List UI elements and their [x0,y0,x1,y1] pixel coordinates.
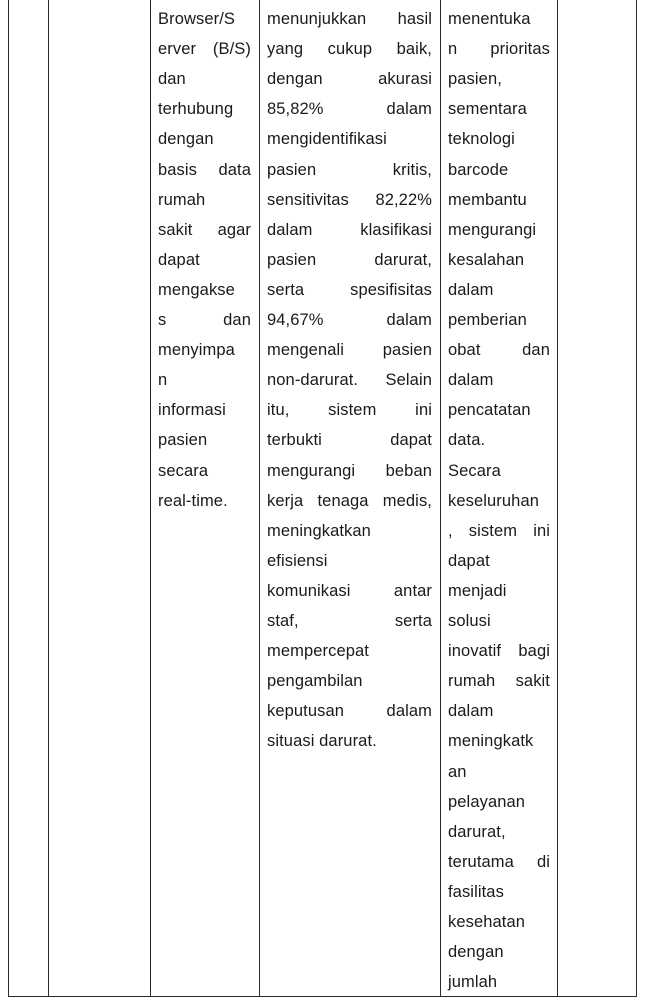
text-line [448,847,550,877]
text-line [267,696,432,726]
word: Secara [448,461,501,480]
text-line [448,185,550,215]
word: dapat [448,551,490,570]
word: mengurangi [267,461,356,480]
text-line [448,937,550,967]
word: terbukti [267,431,322,450]
word: non-darurat. [267,371,359,390]
text-line [448,94,550,124]
word: dalam [448,280,494,299]
text-line [267,456,432,486]
text-line [267,275,432,305]
word: keputusan [267,702,345,721]
word: 82,22% [375,190,432,209]
text-line [267,155,432,185]
word: mempercepat [267,642,369,661]
word: menunjukkan [267,10,367,28]
word: itu, [267,401,290,420]
word: hasil [397,10,432,28]
word: membantu [448,190,527,209]
text-line [448,486,550,516]
text-line [267,335,432,365]
word: 94,67% [267,311,324,329]
word: inovatif [448,642,502,661]
text-line [158,185,251,215]
text-line [267,4,432,34]
word: dengan [267,70,323,89]
word: sakit [158,220,193,239]
word: darurat, [448,822,506,841]
word: dapat [390,431,432,450]
text-line [267,486,432,516]
text-line [267,636,432,666]
text-line [267,395,432,425]
text-line [267,726,432,756]
word: akurasi [378,70,432,89]
word: yang [267,40,304,59]
text-line [158,155,251,185]
word: meningkatkan [267,521,371,540]
text-line [448,275,550,305]
text-line [448,456,550,486]
word: dapat [158,250,200,269]
text-line [267,666,432,696]
text-line [267,94,432,124]
column-border [150,0,151,996]
word: prioritas [490,40,550,59]
word: , [448,521,453,540]
word: sistem [468,521,518,540]
text-line [448,34,550,64]
text-line [267,546,432,576]
word: situasi [267,732,315,751]
column-border [440,0,441,996]
text-line [158,335,251,365]
word: rumah [448,672,496,691]
word: agar [217,220,251,239]
text-line [158,215,251,245]
text-line [267,185,432,215]
word: mengakse [158,280,235,299]
text-line [158,275,251,305]
word: pasien, [448,70,502,89]
word: menentuka [448,10,531,28]
word: kesalahan [448,250,525,269]
text-line [448,215,550,245]
word: pasien [158,431,208,450]
word: dalam [448,702,494,721]
word: basis [158,160,198,179]
word: terhubung [158,100,234,119]
column-border [636,0,637,996]
word: dengan [158,130,214,149]
word: baik, [396,40,432,59]
word: solusi [448,612,491,630]
text-line [448,787,550,817]
word: serta [267,280,305,299]
word: meningkatk [448,732,534,751]
word: rumah [158,190,206,209]
text-line [267,425,432,455]
word: (B/S) [212,40,251,59]
text-line [158,124,251,154]
word: ini [415,401,432,420]
text-line [448,245,550,275]
text-line [267,215,432,245]
word: darurat. [319,732,377,751]
text-line [448,967,550,997]
word: menyimpa [158,341,235,360]
word: jumlah [448,973,498,992]
word: real-time. [158,491,228,510]
word: kerja [267,491,304,510]
word: beban [385,461,432,480]
text-line [448,546,550,576]
word: tenaga [317,491,369,510]
word: teknologi [448,130,515,149]
text-line [158,34,251,64]
word: informasi [158,401,226,420]
word: klasifikasi [360,220,432,239]
word: kritis, [392,160,432,179]
word: sensitivitas [267,190,349,209]
word: sementara [448,100,527,119]
word: cukup [327,40,373,59]
word: mengidentifikasi [267,130,387,149]
text-line [267,34,432,64]
text-line [158,305,251,335]
word: terutama [448,852,514,871]
text-line [267,516,432,546]
word: Browser/S [158,10,236,28]
word: obat [448,341,481,360]
word: n [158,371,168,390]
text-line [448,576,550,606]
text-line [267,305,432,335]
word: pencatatan [448,401,531,420]
word: efisiensi [267,551,328,570]
word: pasien [267,160,317,179]
column-border [259,0,260,996]
word: data [218,160,251,179]
word: s [158,311,167,329]
word: secara [158,461,209,480]
text-line [448,395,550,425]
text-line [448,877,550,907]
text-line [158,365,251,395]
text-line [158,245,251,275]
word: serta [394,612,432,630]
word: antar [393,581,432,600]
text-line [158,425,251,455]
text-line [448,636,550,666]
word: dalam [386,100,432,119]
text-line [158,64,251,94]
word: di [536,852,550,871]
text-line [448,124,550,154]
word: spesifisitas [350,280,432,299]
text-line [448,365,550,395]
word: sakit [515,672,550,691]
word: dan [223,311,251,329]
text-line [267,64,432,94]
word: menjadi [448,581,507,600]
word: dan [522,341,550,360]
text-line [448,907,550,937]
text-line [448,64,550,94]
word: pasien [382,341,432,360]
text-line [448,425,550,455]
word: 85,82% [267,100,324,119]
word: pelayanan [448,792,526,811]
column-border [48,0,49,996]
column-border [557,0,558,996]
text-line [448,666,550,696]
text-line [448,817,550,847]
text-line [267,245,432,275]
word: dalam [267,220,313,239]
text-line [448,4,550,34]
word: Selain [385,371,432,390]
word: keseluruhan [448,491,539,510]
text-line [448,726,550,756]
word: pemberian [448,311,527,329]
word: mengenali [267,341,345,360]
text-line [267,365,432,395]
word: dalam [386,311,432,329]
word: pengambilan [267,672,363,691]
text-line [448,305,550,335]
word: dalam [448,371,494,390]
column-border [8,0,9,996]
word: dan [158,70,186,89]
word: pasien [267,250,317,269]
text-line [448,335,550,365]
text-line [448,155,550,185]
word: kesehatan [448,913,526,931]
word: n [448,40,458,59]
word: sistem [328,401,377,420]
word: mengurangi [448,220,537,239]
word: staf, [267,612,299,630]
word: data. [448,431,486,450]
text-line [158,456,251,486]
text-line [267,606,432,636]
text-line [267,576,432,606]
word: dalam [386,702,432,721]
text-line [448,516,550,546]
text-line [158,4,251,34]
word: medis, [382,491,432,510]
word: barcode [448,160,509,179]
word: komunikasi [267,581,351,600]
text-line [158,94,251,124]
word: bagi [518,642,550,661]
text-line [158,486,251,516]
text-line [448,696,550,726]
word: an [448,762,467,781]
word: fasilitas [448,882,504,901]
word: darurat, [374,250,432,269]
text-line [158,395,251,425]
text-line [448,606,550,636]
text-line [267,124,432,154]
word: erver [158,40,197,59]
word: dengan [448,943,504,962]
text-line [448,757,550,787]
word: ini [533,521,550,540]
